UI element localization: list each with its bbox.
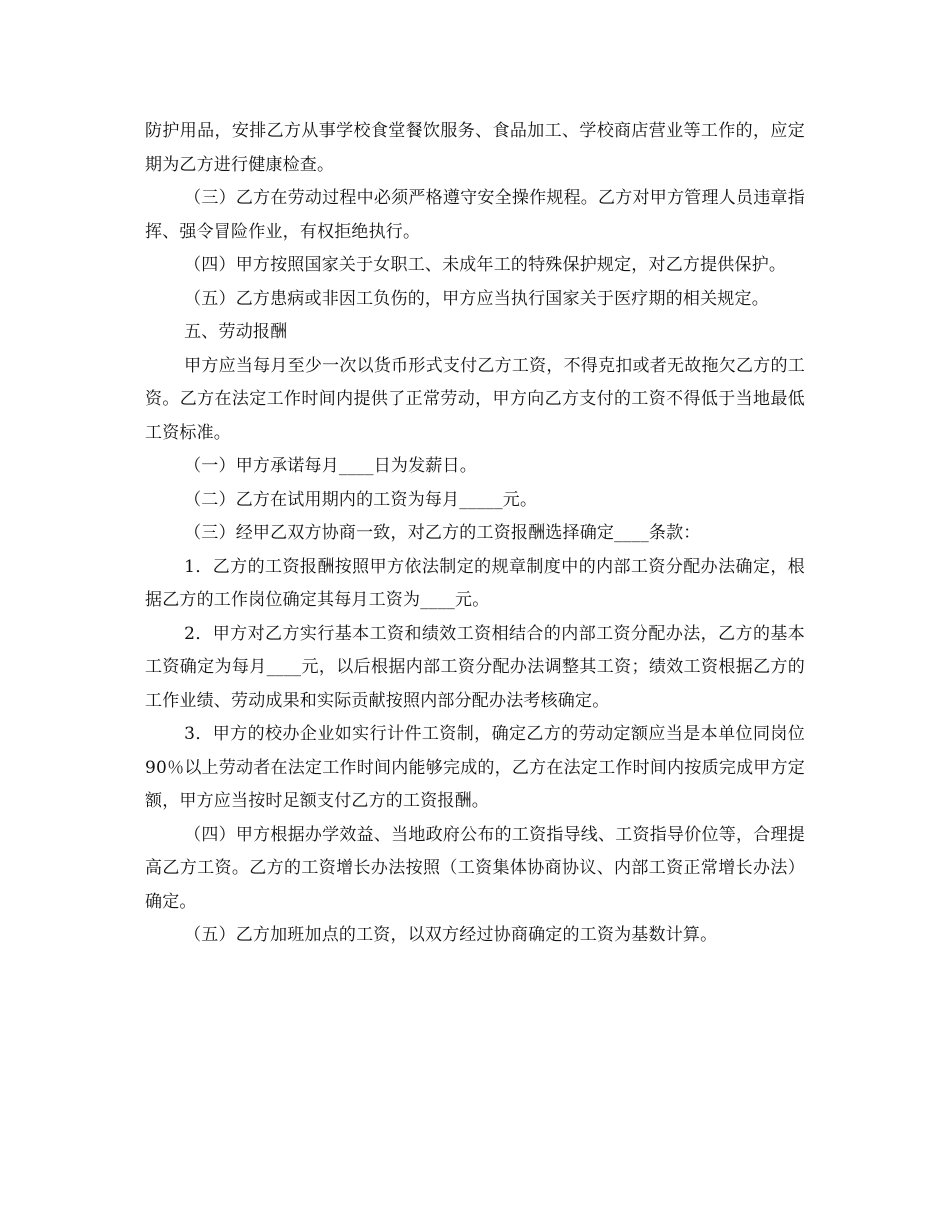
paragraph-wage-payment: 甲方应当每月至少一次以货币形式支付乙方工资，不得克扣或者无故拖欠乙方的工资。乙方在法定工作时间内提供了正常劳动，甲方向乙方支付的工资不得低于当地最低工资标准。: [145, 355, 805, 443]
section-heading-remuneration: 五、劳动报酬: [184, 322, 288, 342]
paragraph-health-check: 防护用品，安排乙方从事学校食堂餐饮服务、食品加工、学校商店营业等工作的，应定期为乙方进行健康检查。: [145, 121, 805, 175]
paragraph-clause-2: 2．甲方对乙方实行基本工资和绩效工资相结合的内部工资分配办法，乙方的基本工资确定为每月____元，以后根据内部工资分配办法调整其工资；绩效工资根据乙方的工作业绩、劳动成果和实际贡献按照内部分配办法考核确定。: [145, 623, 805, 711]
paragraph-wage-increase: （四）甲方根据办学效益、当地政府公布的工资指导线、工资指导价位等，合理提高乙方工资。乙方的工资增长办法按照（工资集体协商协议、内部工资正常增长办法）确定。: [145, 824, 805, 912]
paragraph-safety-rules: （三）乙方在劳动过程中必须严格遵守安全操作规程。乙方对甲方管理人员违章指挥、强令冒险作业，有权拒绝执行。: [145, 188, 805, 242]
paragraph-special-protection: （四）甲方按照国家关于女职工、未成年工的特殊保护规定，对乙方提供保护。: [184, 255, 787, 275]
paragraph-clause-1: 1．乙方的工资报酬按照甲方依法制定的规章制度中的内部工资分配办法确定，根据乙方的工作岗位确定其每月工资为____元。: [145, 556, 805, 610]
paragraph-probation-wage: （二）乙方在试用期内的工资为每月_____元。: [184, 489, 538, 510]
paragraph-payday: （一）甲方承诺每月____日为发薪日。: [184, 456, 477, 476]
document-body: [145, 115, 805, 953]
paragraph-clause-3: 3．甲方的校办企业如实行计件工资制，确定乙方的劳动定额应当是本单位同岗位90％以上劳动者在法定工作时间内能够完成的，乙方在法定工作时间内按质完成甲方定额，甲方应当按时足额支付乙方的工资报酬。: [145, 724, 805, 811]
paragraph-overtime-wage: （五）乙方加班加点的工资，以双方经过协商确定的工资为基数计算。: [184, 925, 718, 945]
paragraph-medical-period: （五）乙方患病或非因工负伤的，甲方应当执行国家关于医疗期的相关规定。: [184, 288, 769, 309]
paragraph-wage-clause-choice: （三）经甲乙双方协商一致，对乙方的工资报酬选择确定____条款：: [184, 523, 701, 543]
